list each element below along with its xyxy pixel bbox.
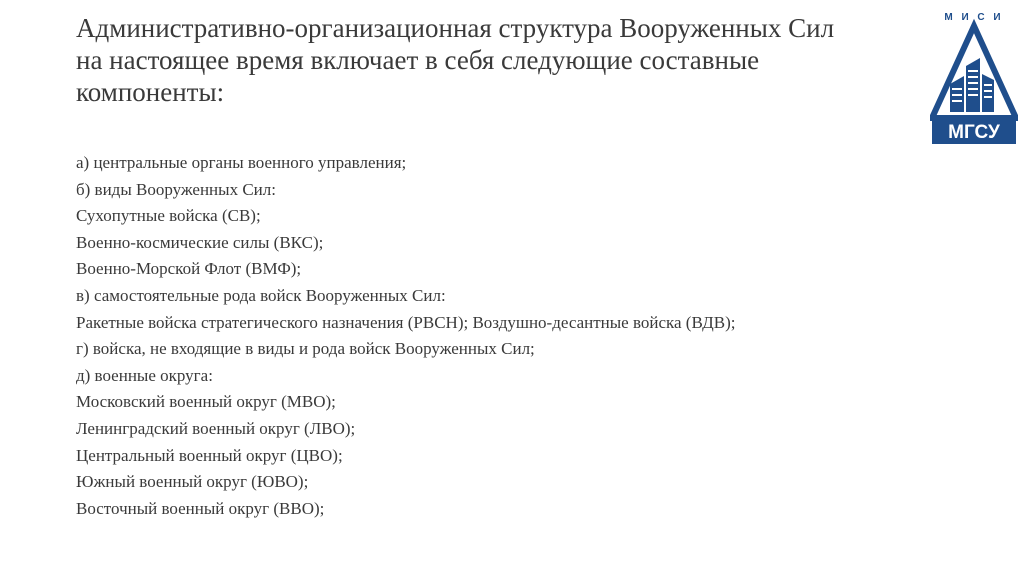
mgsu-logo — [930, 4, 1018, 146]
list-item: б) виды Вооруженных Сил: — [76, 179, 276, 199]
title-line-1: Административно-организационная структура Вооруженных Сил — [76, 13, 835, 43]
logo-top-text: М И С И — [944, 12, 1004, 23]
list-item: Южный военный округ (ЮВО); — [76, 472, 309, 492]
title-line-3: компоненты: — [76, 77, 225, 107]
list-item: Сухопутные войска (СВ); — [76, 206, 261, 226]
logo-emblem — [932, 26, 1016, 118]
list-item: а) центральные органы военного управления; — [76, 153, 407, 172]
list-item: Военно-космические силы (ВКС); — [76, 232, 324, 252]
list-item: Военно-Морской Флот (ВМФ); — [76, 259, 302, 279]
list-item: д) военные округа: — [76, 365, 213, 385]
slide-body — [76, 150, 936, 522]
list-item: Восточный военный округ (ВВО); — [76, 498, 325, 518]
list-item: Ракетные войска стратегического назначения (РВСН); Воздушно-десантные войска (ВДВ); — [76, 312, 736, 332]
list-item: Московский военный округ (МВО); — [76, 392, 336, 412]
list-item: Центральный военный округ (ЦВО); — [76, 445, 343, 465]
list-item: в) самостоятельные рода войск Вооруженных Сил: — [76, 285, 446, 305]
title-line-2: на настоящее время включает в себя следующие составные — [76, 45, 760, 75]
list-item: Ленинградский военный округ (ЛВО); — [76, 418, 356, 438]
logo-bottom-text: МГСУ — [948, 122, 1000, 143]
list-item: г) войска, не входящие в виды и рода войск Вооруженных Сил; — [76, 339, 535, 359]
slide-title — [76, 12, 926, 108]
